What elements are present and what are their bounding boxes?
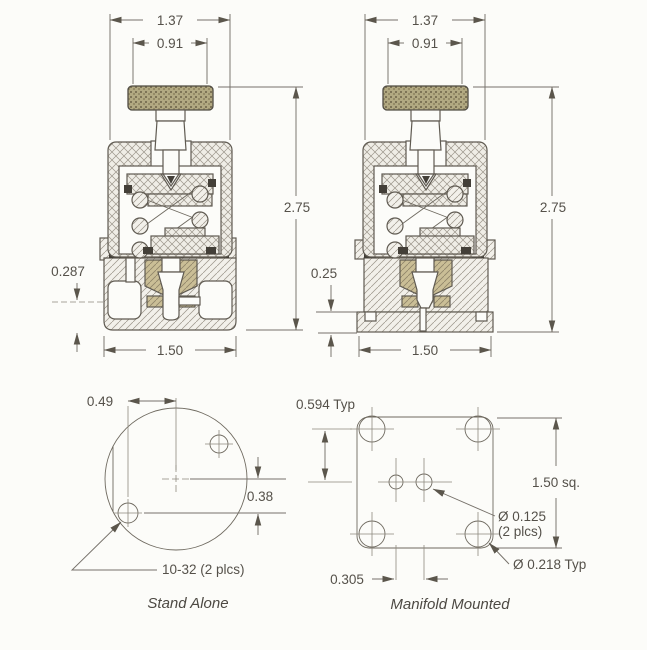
dim-left-port-height: 0.287 [51, 264, 85, 279]
seat-nut [402, 296, 418, 307]
right-valve-section [311, 13, 566, 358]
dim-left-knob-width: 0.91 [156, 36, 184, 51]
dim-port-spacing: 0.305 [330, 572, 364, 587]
dim-body-size: 1.50 sq. [531, 475, 581, 490]
dim-port-hole-qty: (2 plcs) [498, 524, 543, 539]
manifold-bottom-view [296, 397, 586, 613]
dim-right-bottom-port: 0.25 [310, 266, 338, 281]
seat-nut [147, 296, 163, 307]
seat-nut [434, 296, 450, 307]
valve-cross-section-top [363, 86, 487, 258]
dim-right-base-width: 1.50 [411, 343, 439, 358]
dim-mount-hole-dia: Ø 0.218 Typ [513, 557, 587, 572]
manifold-outline-square [357, 417, 493, 548]
left-valve-section [51, 13, 310, 358]
dim-port-hole-dia: Ø 0.125 [498, 509, 547, 524]
dim-left-cap-width: 1.37 [156, 13, 184, 28]
dim-left-base-width: 1.50 [156, 343, 184, 358]
slab-notch [365, 312, 376, 321]
poppet-head [162, 258, 180, 272]
dim-right-knob-width: 0.91 [411, 36, 439, 51]
stand-alone-bottom-view [72, 394, 286, 612]
passage [126, 258, 135, 282]
dim-left-overall-height: 2.75 [283, 200, 311, 215]
valve-cross-section-top [108, 86, 232, 258]
poppet-head [416, 258, 434, 272]
dim-corner-hole-offset: 0.594 Typ [296, 397, 356, 412]
dim-right-overall-height: 2.75 [539, 200, 567, 215]
bottom-port-stem [420, 308, 426, 331]
dim-hole-offset-y: 0.38 [246, 489, 274, 504]
caption-manifold-mounted: Manifold Mounted [390, 596, 510, 613]
side-port [108, 281, 141, 319]
caption-stand-alone: Stand Alone [147, 595, 229, 612]
dim-hole-offset-x: 0.49 [86, 394, 114, 409]
slab-notch [476, 312, 487, 321]
dim-right-cap-width: 1.37 [411, 13, 439, 28]
thread-callout: 10-32 (2 plcs) [162, 562, 245, 577]
passage [179, 297, 200, 305]
side-port [199, 281, 232, 319]
